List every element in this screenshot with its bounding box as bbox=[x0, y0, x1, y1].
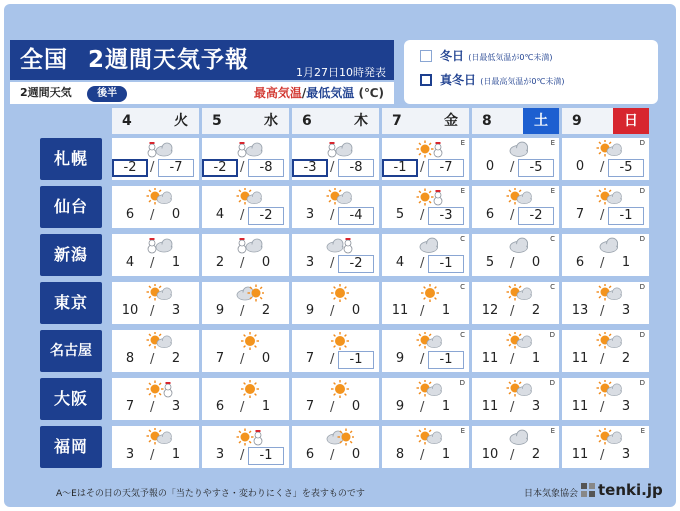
day-of-week: 金 bbox=[433, 108, 469, 134]
forecast-cell bbox=[562, 378, 649, 420]
min-temp: 1 bbox=[621, 255, 631, 270]
city-label: 札幌 bbox=[40, 138, 102, 180]
forecast-cell bbox=[202, 138, 289, 180]
confidence-grade: C bbox=[550, 235, 555, 243]
day-header bbox=[202, 108, 289, 134]
forecast-cell bbox=[202, 426, 289, 468]
min-temp: 1 bbox=[441, 447, 451, 462]
city-label: 大阪 bbox=[40, 378, 102, 420]
day-number: 6 bbox=[302, 113, 312, 129]
min-temp: -8 bbox=[248, 159, 284, 177]
city-label: 福岡 bbox=[40, 426, 102, 468]
max-temp: 12 bbox=[481, 303, 499, 318]
max-temp: 10 bbox=[481, 447, 499, 462]
min-temp: 0 bbox=[351, 447, 361, 462]
sun-cloud-icon bbox=[146, 332, 174, 350]
sun-cloud-icon bbox=[596, 284, 624, 302]
confidence-grade: E bbox=[640, 427, 645, 435]
snow-cloud-icon bbox=[326, 140, 354, 158]
forecast-cell bbox=[382, 234, 469, 276]
confidence-grade: E bbox=[460, 139, 465, 147]
forecast-cell bbox=[292, 378, 379, 420]
temp-separator: / bbox=[150, 352, 155, 367]
temp-separator: / bbox=[330, 400, 335, 415]
subtitle: 2週間天気 bbox=[20, 86, 72, 99]
sun-cloud-icon bbox=[506, 188, 534, 206]
day-header bbox=[562, 108, 649, 134]
temp-separator: / bbox=[510, 352, 515, 367]
day-of-week: 土 bbox=[523, 108, 559, 134]
forecast-cell bbox=[472, 330, 559, 372]
sun-cloud-icon bbox=[326, 188, 354, 206]
temp-separator: / bbox=[240, 352, 245, 367]
city-label: 仙台 bbox=[40, 186, 102, 228]
sun-snow-icon bbox=[416, 188, 444, 206]
day-header bbox=[112, 108, 199, 134]
forecast-cell bbox=[292, 138, 379, 180]
sun-cloud-icon bbox=[506, 380, 534, 398]
max-temp: 6 bbox=[125, 207, 135, 222]
sun-icon bbox=[416, 284, 444, 302]
temp-separator: / bbox=[600, 448, 605, 463]
forecast-cell bbox=[202, 234, 289, 276]
temp-separator: / bbox=[150, 160, 155, 175]
min-temp: 3 bbox=[531, 399, 541, 414]
snow-cloud-icon bbox=[146, 140, 174, 158]
sun-cloud-icon bbox=[596, 332, 624, 350]
temp-separator: / bbox=[150, 208, 155, 223]
temp-separator: / bbox=[330, 352, 335, 367]
temp-separator: / bbox=[330, 160, 335, 175]
min-temp: 3 bbox=[621, 399, 631, 414]
max-temp: -2 bbox=[112, 159, 148, 177]
forecast-cell bbox=[112, 426, 199, 468]
sun-icon bbox=[326, 332, 354, 350]
temp-separator: / bbox=[600, 256, 605, 271]
confidence-grade: C bbox=[460, 235, 465, 243]
max-temp: 4 bbox=[125, 255, 135, 270]
city-label: 名古屋 bbox=[40, 330, 102, 372]
min-temp: -1 bbox=[338, 351, 374, 369]
day-number: 8 bbox=[482, 113, 492, 129]
jma-credit: 日本気象協会 bbox=[524, 489, 579, 499]
day-number: 9 bbox=[572, 113, 582, 129]
max-temp: 9 bbox=[395, 351, 405, 366]
min-temp: -2 bbox=[518, 207, 554, 225]
min-temp: 0 bbox=[261, 351, 271, 366]
sun-cloud-icon bbox=[146, 188, 174, 206]
forecast-panel bbox=[4, 4, 676, 507]
max-temp: 11 bbox=[571, 399, 589, 414]
temp-separator: / bbox=[240, 256, 245, 271]
forecast-cell bbox=[112, 330, 199, 372]
confidence-grade: E bbox=[550, 187, 555, 195]
cloud-sun-icon bbox=[326, 428, 354, 446]
temp-separator: / bbox=[510, 400, 515, 415]
max-temp: 11 bbox=[481, 399, 499, 414]
max-temp: 0 bbox=[485, 159, 495, 174]
max-temp: 13 bbox=[571, 303, 589, 318]
forecast-cell bbox=[472, 186, 559, 228]
day-of-week: 日 bbox=[613, 108, 649, 134]
min-temp: 3 bbox=[621, 303, 631, 318]
max-temp: 11 bbox=[391, 303, 409, 318]
temp-separator: / bbox=[330, 304, 335, 319]
temp-separator: / bbox=[150, 256, 155, 271]
day-number: 4 bbox=[122, 113, 132, 129]
day-number: 5 bbox=[212, 113, 222, 129]
max-temp: 8 bbox=[125, 351, 135, 366]
title-text: 2週間天気予報 bbox=[88, 47, 250, 73]
temp-slash: / bbox=[301, 86, 307, 100]
legend-mafuyu-label: 真冬日 bbox=[440, 73, 477, 87]
forecast-cell bbox=[112, 234, 199, 276]
temp-separator: / bbox=[240, 160, 245, 175]
footnote: A～Eはその日の天気予報の「当たりやすさ・変わりにくさ」を表すものです bbox=[56, 489, 365, 499]
tenki-logo-icon bbox=[580, 482, 596, 498]
sun-cloud-icon bbox=[416, 332, 444, 350]
max-temp: 6 bbox=[485, 207, 495, 222]
forecast-cell bbox=[382, 378, 469, 420]
forecast-cell bbox=[202, 186, 289, 228]
cloud-icon bbox=[416, 236, 444, 254]
snow-cloud-icon bbox=[146, 236, 174, 254]
sun-icon bbox=[236, 380, 264, 398]
max-temp: 4 bbox=[215, 207, 225, 222]
max-temp: 7 bbox=[125, 399, 135, 414]
max-temp: 7 bbox=[305, 399, 315, 414]
min-temp: 2 bbox=[531, 447, 541, 462]
min-temp: 3 bbox=[621, 447, 631, 462]
temp-separator: / bbox=[420, 256, 425, 271]
temp-unit: (℃) bbox=[358, 86, 384, 100]
legend bbox=[404, 40, 658, 104]
max-temp: 11 bbox=[571, 447, 589, 462]
mafuyu-box-icon bbox=[420, 74, 432, 86]
forecast-cell bbox=[112, 186, 199, 228]
forecast-cell bbox=[472, 378, 559, 420]
max-temp: 0 bbox=[575, 159, 585, 174]
sun-cloud-icon bbox=[506, 332, 534, 350]
min-temp: 0 bbox=[531, 255, 541, 270]
forecast-cell bbox=[562, 138, 649, 180]
temp-separator: / bbox=[240, 304, 245, 319]
min-temp: -2 bbox=[248, 207, 284, 225]
forecast-cell bbox=[472, 138, 559, 180]
temp-separator: / bbox=[510, 256, 515, 271]
max-temp: 11 bbox=[481, 351, 499, 366]
title-region: 全国 bbox=[20, 47, 68, 73]
forecast-cell bbox=[112, 138, 199, 180]
confidence-grade: D bbox=[639, 283, 645, 291]
temp-separator: / bbox=[240, 400, 245, 415]
forecast-cell bbox=[382, 186, 469, 228]
legend-mafuyu-note: (日最高気温が0℃未満) bbox=[480, 77, 565, 86]
confidence-grade: D bbox=[639, 235, 645, 243]
sun-icon bbox=[326, 284, 354, 302]
max-temp: 11 bbox=[571, 351, 589, 366]
confidence-grade: C bbox=[550, 283, 555, 291]
cloud-icon bbox=[506, 140, 534, 158]
min-temp: -5 bbox=[608, 159, 644, 177]
forecast-cell bbox=[112, 282, 199, 324]
confidence-grade: C bbox=[460, 283, 465, 291]
temp-separator: / bbox=[600, 160, 605, 175]
sun-snow-icon bbox=[236, 428, 264, 446]
min-temp: 2 bbox=[171, 351, 181, 366]
day-of-week: 火 bbox=[163, 108, 199, 134]
subtitle-bar bbox=[10, 82, 394, 104]
day-of-week: 木 bbox=[343, 108, 379, 134]
max-temp: 3 bbox=[215, 447, 225, 462]
fuyu-box-icon bbox=[420, 50, 432, 62]
legend-fuyu-note: (日最低気温が0℃未満) bbox=[468, 53, 553, 62]
confidence-grade: E bbox=[460, 187, 465, 195]
sun-cloud-icon bbox=[506, 284, 534, 302]
max-temp: 6 bbox=[215, 399, 225, 414]
forecast-cell bbox=[472, 234, 559, 276]
cloud-snow-icon bbox=[326, 236, 354, 254]
max-temp: 10 bbox=[121, 303, 139, 318]
city-label: 新潟 bbox=[40, 234, 102, 276]
temp-separator: / bbox=[600, 352, 605, 367]
snow-cloud-icon bbox=[236, 140, 264, 158]
confidence-grade: E bbox=[550, 427, 555, 435]
day-header bbox=[382, 108, 469, 134]
temp-separator: / bbox=[330, 448, 335, 463]
max-temp: 7 bbox=[215, 351, 225, 366]
sun-icon bbox=[326, 380, 354, 398]
forecast-cell bbox=[382, 330, 469, 372]
confidence-grade: D bbox=[639, 331, 645, 339]
temp-separator: / bbox=[240, 448, 245, 463]
cloud-icon bbox=[596, 236, 624, 254]
page-title bbox=[10, 40, 394, 80]
temp-separator: / bbox=[150, 400, 155, 415]
snow-cloud-icon bbox=[236, 236, 264, 254]
sun-snow-icon bbox=[416, 140, 444, 158]
forecast-cell bbox=[472, 282, 559, 324]
temp-separator: / bbox=[600, 208, 605, 223]
temp-legend bbox=[254, 82, 384, 104]
confidence-grade: C bbox=[460, 331, 465, 339]
min-temp: -1 bbox=[248, 447, 284, 465]
min-temp: -1 bbox=[428, 255, 464, 273]
day-number: 7 bbox=[392, 113, 402, 129]
max-temp: 9 bbox=[215, 303, 225, 318]
min-temp: 3 bbox=[171, 303, 181, 318]
max-temp: 6 bbox=[305, 447, 315, 462]
temp-separator: / bbox=[420, 304, 425, 319]
min-temp: -7 bbox=[158, 159, 194, 177]
forecast-cell bbox=[382, 426, 469, 468]
max-temp: 3 bbox=[305, 255, 315, 270]
min-temp: -1 bbox=[608, 207, 644, 225]
half-badge: 後半 bbox=[87, 86, 127, 102]
temp-separator: / bbox=[600, 400, 605, 415]
min-temp-label: 最低気温 bbox=[306, 86, 355, 100]
temp-separator: / bbox=[150, 448, 155, 463]
max-temp-label: 最高気温 bbox=[253, 86, 302, 100]
temp-separator: / bbox=[420, 208, 425, 223]
day-of-week: 水 bbox=[253, 108, 289, 134]
forecast-cell bbox=[562, 282, 649, 324]
min-temp: 1 bbox=[531, 351, 541, 366]
min-temp: 1 bbox=[171, 255, 181, 270]
legend-mafuyu bbox=[440, 72, 658, 96]
confidence-grade: E bbox=[550, 139, 555, 147]
temp-separator: / bbox=[150, 304, 155, 319]
max-temp: 5 bbox=[395, 207, 405, 222]
max-temp: 5 bbox=[485, 255, 495, 270]
forecast-cell bbox=[382, 138, 469, 180]
confidence-grade: D bbox=[549, 379, 555, 387]
forecast-cell bbox=[562, 426, 649, 468]
sun-cloud-icon bbox=[596, 380, 624, 398]
confidence-grade: D bbox=[639, 139, 645, 147]
min-temp: 2 bbox=[621, 351, 631, 366]
sun-cloud-icon bbox=[146, 284, 174, 302]
day-header bbox=[472, 108, 559, 134]
min-temp: -7 bbox=[428, 159, 464, 177]
forecast-cell bbox=[382, 282, 469, 324]
min-temp: 3 bbox=[171, 399, 181, 414]
min-temp: -8 bbox=[338, 159, 374, 177]
min-temp: 2 bbox=[531, 303, 541, 318]
temp-separator: / bbox=[510, 208, 515, 223]
max-temp: 9 bbox=[305, 303, 315, 318]
cloud-sun-icon bbox=[236, 284, 264, 302]
legend-fuyu-label: 冬日 bbox=[440, 49, 465, 63]
max-temp: 6 bbox=[575, 255, 585, 270]
forecast-cell bbox=[562, 186, 649, 228]
forecast-cell bbox=[292, 426, 379, 468]
legend-fuyu bbox=[440, 48, 658, 72]
max-temp: 7 bbox=[305, 351, 315, 366]
temp-separator: / bbox=[510, 304, 515, 319]
sun-cloud-icon bbox=[416, 380, 444, 398]
min-temp: 0 bbox=[351, 303, 361, 318]
min-temp: 1 bbox=[261, 399, 271, 414]
max-temp: 3 bbox=[305, 207, 315, 222]
min-temp: 1 bbox=[441, 399, 451, 414]
temp-separator: / bbox=[330, 256, 335, 271]
min-temp: 2 bbox=[261, 303, 271, 318]
cloud-icon bbox=[506, 236, 534, 254]
forecast-cell bbox=[202, 330, 289, 372]
issued-time: 1月27日10時発表 bbox=[296, 66, 386, 79]
city-label: 東京 bbox=[40, 282, 102, 324]
forecast-cell bbox=[292, 330, 379, 372]
min-temp: -3 bbox=[428, 207, 464, 225]
forecast-cell bbox=[292, 186, 379, 228]
sun-cloud-icon bbox=[236, 188, 264, 206]
temp-separator: / bbox=[420, 160, 425, 175]
min-temp: 0 bbox=[171, 207, 181, 222]
forecast-cell bbox=[472, 426, 559, 468]
temp-separator: / bbox=[510, 160, 515, 175]
confidence-grade: E bbox=[460, 427, 465, 435]
sun-cloud-icon bbox=[596, 188, 624, 206]
forecast-cell bbox=[562, 234, 649, 276]
confidence-grade: D bbox=[459, 379, 465, 387]
min-temp: -2 bbox=[338, 255, 374, 273]
forecast-cell bbox=[112, 378, 199, 420]
min-temp: 0 bbox=[261, 255, 271, 270]
sun-snow-icon bbox=[146, 380, 174, 398]
temp-separator: / bbox=[330, 208, 335, 223]
sun-cloud-icon bbox=[416, 428, 444, 446]
temp-separator: / bbox=[420, 448, 425, 463]
sun-cloud-icon bbox=[146, 428, 174, 446]
forecast-cell bbox=[292, 282, 379, 324]
max-temp: 9 bbox=[395, 399, 405, 414]
day-header bbox=[292, 108, 379, 134]
forecast-cell bbox=[202, 282, 289, 324]
max-temp: -1 bbox=[382, 159, 418, 177]
max-temp: -2 bbox=[202, 159, 238, 177]
max-temp: 8 bbox=[395, 447, 405, 462]
min-temp: 1 bbox=[441, 303, 451, 318]
confidence-grade: D bbox=[549, 331, 555, 339]
sun-icon bbox=[236, 332, 264, 350]
min-temp: -4 bbox=[338, 207, 374, 225]
temp-separator: / bbox=[510, 448, 515, 463]
max-temp: 3 bbox=[125, 447, 135, 462]
confidence-grade: D bbox=[639, 187, 645, 195]
temp-separator: / bbox=[420, 352, 425, 367]
sun-cloud-icon bbox=[596, 140, 624, 158]
brand: tenki.jp bbox=[598, 481, 663, 499]
min-temp: 1 bbox=[171, 447, 181, 462]
temp-separator: / bbox=[240, 208, 245, 223]
max-temp: -3 bbox=[292, 159, 328, 177]
min-temp: -1 bbox=[428, 351, 464, 369]
forecast-cell bbox=[562, 330, 649, 372]
min-temp: 0 bbox=[351, 399, 361, 414]
sun-cloud-icon bbox=[596, 428, 624, 446]
min-temp: -5 bbox=[518, 159, 554, 177]
forecast-cell bbox=[292, 234, 379, 276]
temp-separator: / bbox=[600, 304, 605, 319]
confidence-grade: D bbox=[639, 379, 645, 387]
cloud-icon bbox=[506, 428, 534, 446]
max-temp: 7 bbox=[575, 207, 585, 222]
forecast-cell bbox=[202, 378, 289, 420]
max-temp: 4 bbox=[395, 255, 405, 270]
temp-separator: / bbox=[420, 400, 425, 415]
max-temp: 2 bbox=[215, 255, 225, 270]
